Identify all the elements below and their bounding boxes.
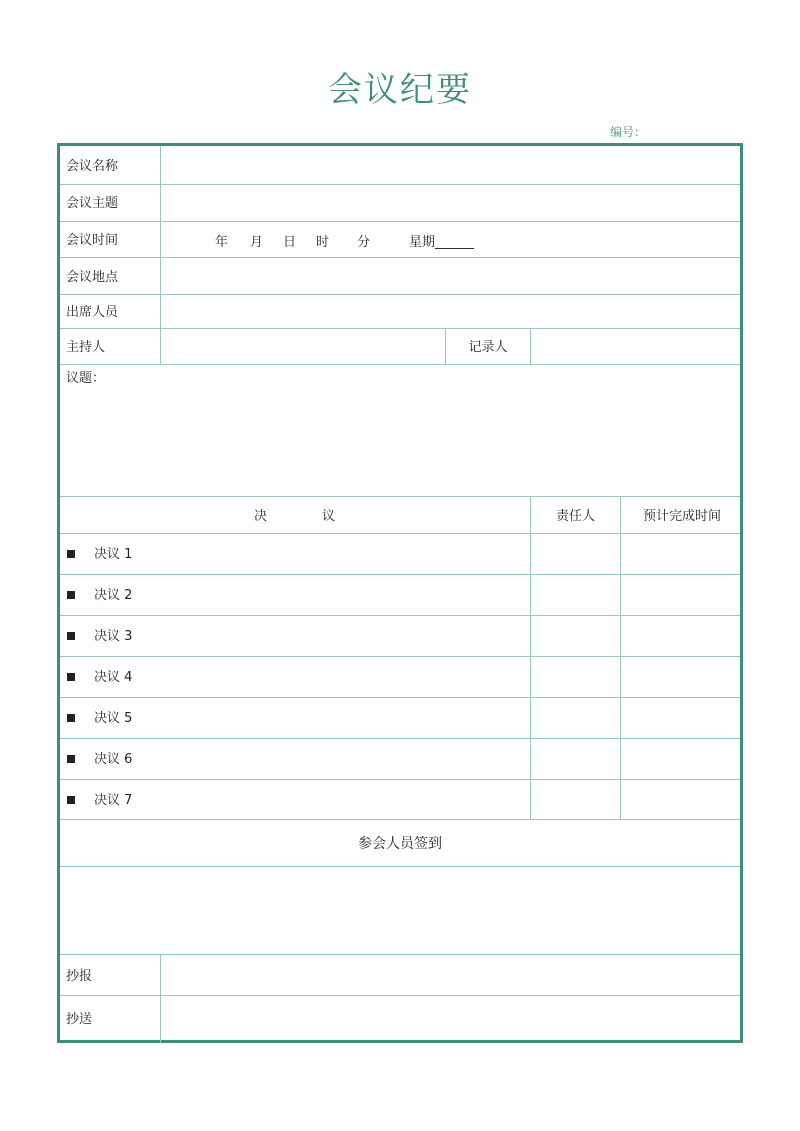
square-bullet-icon	[67, 632, 75, 640]
recorder-label: 记录人	[468, 340, 508, 355]
resolution-row	[60, 739, 530, 780]
resolution-row	[60, 575, 530, 616]
resolution-label: 决议 1	[94, 547, 133, 562]
resolution-row	[60, 780, 530, 820]
meeting-topic-label: 会议主题	[66, 196, 119, 211]
weekday-field: 星期______	[409, 235, 475, 250]
responsible-header: 责任人	[555, 509, 595, 524]
resolution-row	[60, 657, 530, 698]
square-bullet-icon	[67, 755, 75, 763]
report-label: 抄报	[66, 969, 93, 984]
row-divider	[60, 954, 740, 955]
hour-unit: 时	[316, 235, 330, 250]
square-bullet-icon	[67, 673, 75, 681]
label-column-divider	[160, 955, 161, 1043]
square-bullet-icon	[67, 591, 75, 599]
resolution-label: 决议 3	[94, 629, 133, 644]
resolution-header-char2: 议	[322, 509, 336, 524]
agenda-label: 议题：	[66, 371, 106, 386]
square-bullet-icon	[67, 550, 75, 558]
row-divider	[60, 496, 740, 497]
resolution-row	[60, 698, 530, 739]
deadline-header: 预计完成时间	[642, 509, 721, 524]
row-divider	[60, 294, 740, 295]
minute-unit: 分	[357, 235, 371, 250]
row-divider	[60, 364, 740, 365]
meeting-place-label: 会议地点	[66, 270, 119, 285]
meeting-time-label: 会议时间	[66, 233, 119, 248]
row-divider	[60, 184, 740, 185]
resolution-row	[60, 534, 530, 575]
recorder-value-divider	[530, 329, 531, 365]
signin-header: 参会人员签到	[358, 836, 442, 852]
row-divider	[60, 866, 740, 867]
attendees-label: 出席人员	[66, 305, 119, 320]
resolution-label: 决议 4	[94, 670, 133, 685]
square-bullet-icon	[67, 714, 75, 722]
page-title: 会议纪要	[328, 70, 472, 110]
month-unit: 月	[250, 235, 264, 250]
host-label: 主持人	[66, 340, 106, 355]
deadline-column-divider	[620, 497, 621, 820]
meeting-minutes-form	[57, 143, 743, 1043]
resolution-row	[60, 616, 530, 657]
resolution-header-char1: 决	[254, 509, 268, 524]
day-unit: 日	[283, 235, 297, 250]
label-column-divider	[160, 146, 161, 365]
resolution-label: 决议 5	[94, 711, 133, 726]
resolution-label: 决议 6	[94, 752, 133, 767]
responsible-column-divider	[530, 497, 531, 820]
serial-number-label: 编号：	[610, 125, 647, 139]
row-divider	[60, 257, 740, 258]
year-unit: 年	[215, 235, 229, 250]
row-divider	[60, 221, 740, 222]
row-divider	[60, 328, 740, 329]
resolution-label: 决议 2	[94, 588, 133, 603]
meeting-name-label: 会议名称	[66, 159, 119, 174]
row-divider	[60, 995, 740, 996]
resolution-label: 决议 7	[94, 793, 133, 808]
square-bullet-icon	[67, 796, 75, 804]
send-label: 抄送	[66, 1012, 93, 1027]
